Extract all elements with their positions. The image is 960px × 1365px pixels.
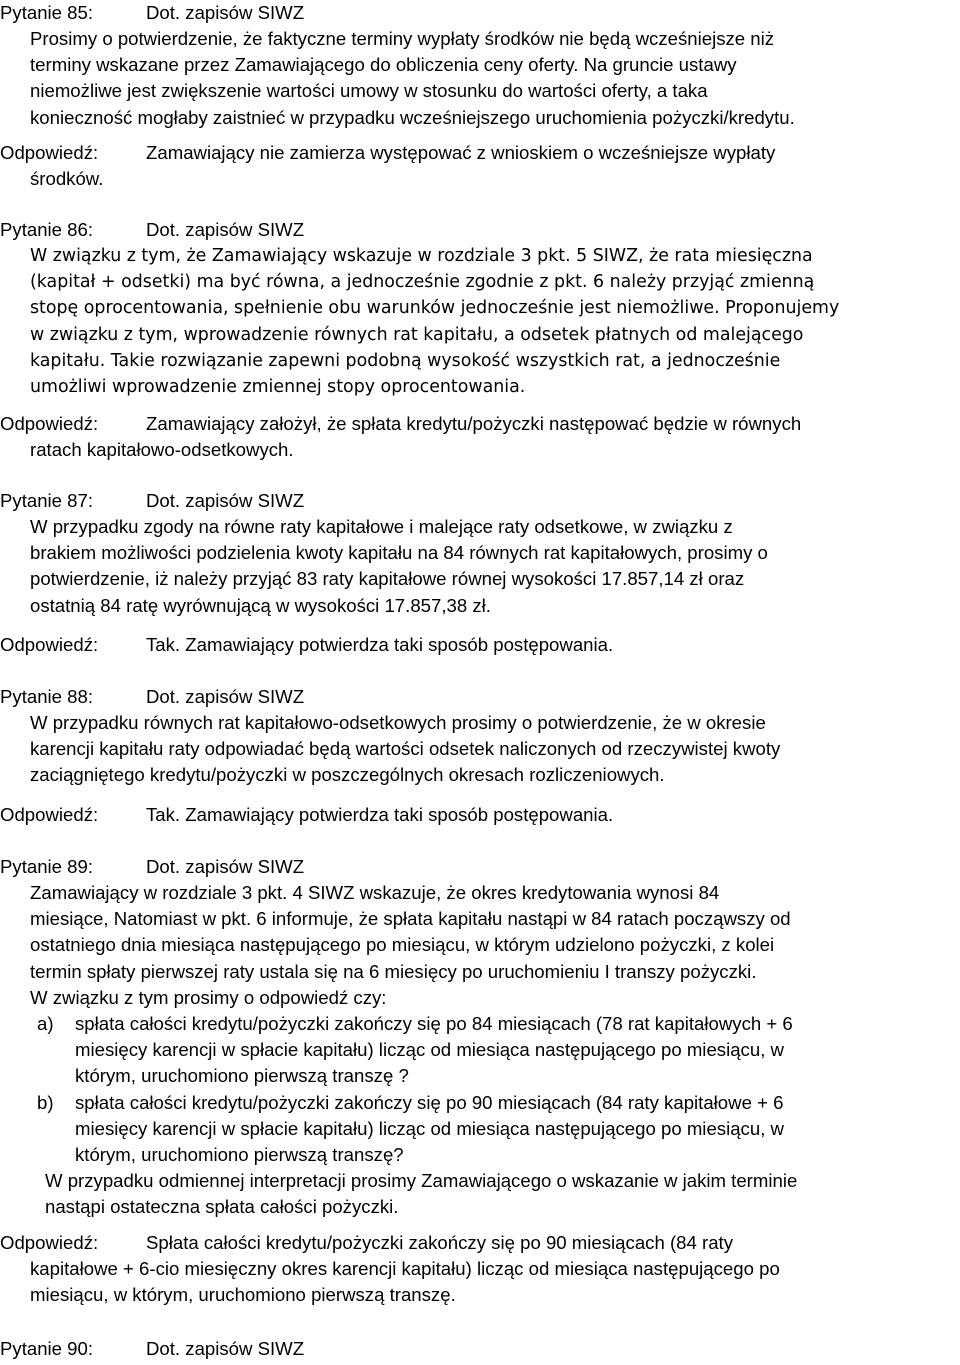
question-reference: Dot. zapisów SIWZ bbox=[146, 686, 305, 707]
question-heading bbox=[0, 1336, 958, 1362]
text-line: ostatniego dnia miesiąca następującego po miesiącu, w którym udzielono pożyczki, z kolei bbox=[30, 934, 775, 956]
text-line: W przypadku równych rat kapitałowo-odsetkowych prosimy o potwierdzenie, że w okresie bbox=[30, 712, 766, 733]
list-marker: a) bbox=[37, 1013, 54, 1035]
text-line: W związku z tym, że Zamawiający wskazuje w rozdziale 3 pkt. 5 SIWZ, że rata miesięczna bbox=[30, 246, 813, 266]
answer-label: Odpowiedź: bbox=[0, 634, 99, 655]
answer-label: Odpowiedź: bbox=[0, 804, 99, 825]
question-number: Pytanie 90: bbox=[0, 1338, 94, 1359]
text-line: miesięcy karencji w spłacie kapitału) licząc od miesiąca następującego po miesiącu, w bbox=[75, 1117, 784, 1139]
text-line: spłata całości kredytu/pożyczki zakończy się po 90 miesiącach (84 raty kapitałowe + 6 bbox=[75, 1091, 784, 1113]
question-reference: Dot. zapisów SIWZ bbox=[146, 490, 305, 511]
text-line: umożliwi wprowadzenie zmiennej stopy oprocentowania. bbox=[30, 377, 526, 398]
list-marker: b) bbox=[37, 1091, 54, 1113]
answer-label: Odpowiedź: bbox=[0, 413, 99, 434]
question-body bbox=[0, 880, 958, 1011]
question-body bbox=[0, 710, 958, 789]
text-line: którym, uruchomiono pierwszą transzę? bbox=[75, 1144, 404, 1166]
answer-text: Zamawiający nie zamierza występować z wnioskiem o wcześniejsze wypłaty bbox=[146, 142, 776, 163]
question-reference: Dot. zapisów SIWZ bbox=[146, 856, 305, 877]
text-line: miesięcy karencji w spłacie kapitału) licząc od miesiąca następującego po miesiącu, w bbox=[75, 1039, 784, 1061]
question-heading bbox=[0, 684, 958, 710]
answer-text: Tak. Zamawiający potwierdza taki sposób postępowania. bbox=[146, 804, 614, 825]
question-tail bbox=[0, 1168, 958, 1220]
question-88 bbox=[0, 684, 958, 789]
text-line: Zamawiający w rozdziale 3 pkt. 4 SIWZ wskazuje, że okres kredytowania wynosi 84 bbox=[30, 882, 720, 903]
question-body bbox=[0, 26, 958, 131]
text-line: którym, uruchomiono pierwszą transzę ? bbox=[75, 1065, 409, 1087]
text-line: potwierdzenie, iż należy przyjąć 83 raty kapitałowe równej wysokości 17.857,14 zł oraz bbox=[30, 568, 745, 590]
answer-86 bbox=[0, 411, 958, 463]
answer-87 bbox=[0, 632, 958, 658]
answer-88 bbox=[0, 802, 958, 828]
answer-text: ratach kapitałowo-odsetkowych. bbox=[30, 439, 294, 461]
question-heading bbox=[0, 217, 958, 243]
text-line: karencji kapitału raty odpowiadać będą wartości odsetek naliczonych od rzeczywistej kwoty bbox=[30, 738, 781, 760]
answer-line bbox=[0, 140, 958, 166]
text-line: Prosimy o potwierdzenie, że faktyczne terminy wypłaty środków nie będą wcześniejsze niż bbox=[30, 28, 775, 49]
text-line: spłata całości kredytu/pożyczki zakończy się po 84 miesiącach (78 rat kapitałowych + 6 bbox=[75, 1013, 793, 1035]
question-reference: Dot. zapisów SIWZ bbox=[146, 2, 305, 23]
question-86 bbox=[0, 217, 958, 400]
answer-text: środków. bbox=[30, 168, 104, 190]
text-line: terminy wskazane przez Zamawiającego do obliczenia ceny oferty. Na gruncie ustawy bbox=[30, 54, 737, 76]
text-line: W związku z tym prosimy o odpowiedź czy: bbox=[30, 986, 387, 1008]
text-line: stopę oprocentowania, spełnienie obu warunków jednocześnie jest niemożliwe. Proponujemy bbox=[30, 298, 840, 319]
list-item-b bbox=[0, 1090, 958, 1169]
text-line: niemożliwe jest zwiększenie wartości umowy w stosunku do wartości oferty, a taka bbox=[30, 80, 708, 102]
question-number: Pytanie 88: bbox=[0, 686, 94, 707]
question-number: Pytanie 85: bbox=[0, 2, 94, 23]
question-body bbox=[0, 514, 958, 619]
answer-line bbox=[0, 1230, 958, 1256]
list-item-a bbox=[0, 1011, 958, 1090]
text-line: W przypadku odmiennej interpretacji prosimy Zamawiającego o wskazanie w jakim terminie bbox=[45, 1170, 798, 1192]
text-line: ostatnią 84 ratę wyrównującą w wysokości 17.857,38 zł. bbox=[30, 594, 491, 616]
text-line: (kapitał + odsetki) ma być równa, a jednocześnie zgodnie z pkt. 6 należy przyjąć zmienną bbox=[30, 272, 815, 293]
question-heading bbox=[0, 488, 958, 514]
text-line: W przypadku zgody na równe raty kapitałowe i malejące raty odsetkowe, w związku z bbox=[30, 516, 733, 537]
question-body bbox=[0, 243, 958, 400]
question-89 bbox=[0, 854, 958, 1221]
answer-85 bbox=[0, 140, 958, 192]
question-87 bbox=[0, 488, 958, 619]
question-reference: Dot. zapisów SIWZ bbox=[146, 219, 305, 240]
answer-label: Odpowiedź: bbox=[0, 1232, 99, 1253]
answer-text: Tak. Zamawiający potwierdza taki sposób postępowania. bbox=[146, 634, 614, 655]
answer-line bbox=[0, 411, 958, 437]
question-90 bbox=[0, 1336, 958, 1362]
answer-line bbox=[0, 632, 958, 658]
text-line: brakiem możliwości podzielenia kwoty kapitału na 84 równych rat kapitałowych, prosimy o bbox=[30, 542, 768, 564]
answer-label: Odpowiedź: bbox=[0, 142, 99, 163]
text-line: w związku z tym, wprowadzenie równych rat kapitału, a odsetek płatnych od malejącego bbox=[30, 324, 804, 345]
question-number: Pytanie 86: bbox=[0, 219, 94, 240]
question-number: Pytanie 87: bbox=[0, 490, 94, 511]
answer-text: Spłata całości kredytu/pożyczki zakończy się po 90 miesiącach (84 raty bbox=[146, 1232, 734, 1253]
answer-89 bbox=[0, 1230, 958, 1309]
text-line: nastąpi ostateczna spłata całości pożyczki. bbox=[45, 1196, 399, 1218]
answer-text: Zamawiający założył, że spłata kredytu/pożyczki następować będzie w równych bbox=[146, 413, 802, 434]
text-line: kapitału. Takie rozwiązanie zapewni podobną wysokość wszystkich rat, a jednocześnie bbox=[30, 350, 781, 371]
answer-text: kapitałowe + 6-cio miesięczny okres karencji kapitału) licząc od miesiąca następującego po bbox=[30, 1258, 780, 1280]
text-line: termin spłaty pierwszej raty ustala się na 6 miesięcy po uruchomieniu I transzy pożyczki. bbox=[30, 960, 757, 982]
question-reference: Dot. zapisów SIWZ bbox=[146, 1338, 305, 1359]
answer-text: miesiącu, w którym, uruchomiono pierwszą transzę. bbox=[30, 1284, 456, 1306]
text-line: zaciągniętego kredytu/pożyczki w poszczególnych okresach rozliczeniowych. bbox=[30, 764, 665, 786]
question-heading bbox=[0, 0, 958, 26]
question-heading bbox=[0, 854, 958, 880]
question-number: Pytanie 89: bbox=[0, 856, 94, 877]
text-line: miesiące, Natomiast w pkt. 6 informuje, że spłata kapitału nastąpi w 84 ratach począwszy od bbox=[30, 908, 791, 930]
answer-line bbox=[0, 802, 958, 828]
text-line: konieczność mogłaby zaistnieć w przypadku wcześniejszego uruchomienia pożyczki/kredytu. bbox=[30, 106, 795, 128]
question-85 bbox=[0, 0, 958, 131]
